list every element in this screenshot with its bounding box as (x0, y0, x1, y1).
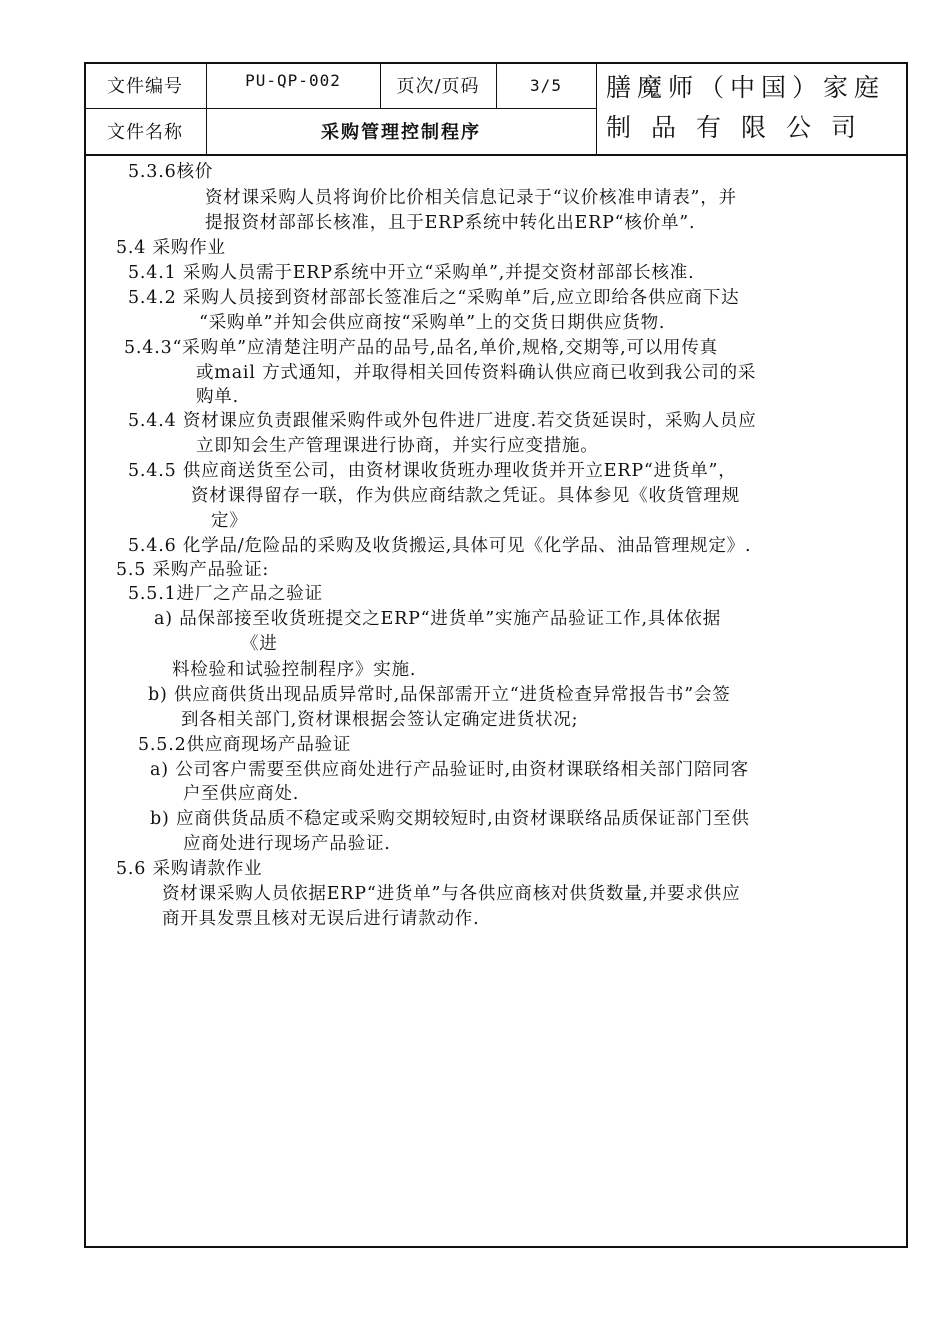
page-value: 3/5 (530, 75, 562, 95)
paragraph-line: 定》 (211, 511, 248, 531)
paragraph-line: 提报资材部部长核准，且于ERP系统中转化出ERP“核价单”. (205, 213, 696, 233)
paragraph-line: 资材课采购人员依据ERP“进货单”与各供应商核对供货数量,并要求供应 (162, 884, 741, 904)
section-heading: 5.3.6核价 (128, 162, 214, 182)
paragraph-line: 购单. (196, 387, 239, 407)
paragraph-line: “采购单”并知会供应商按“采购单”上的交货日期供应货物. (199, 313, 666, 333)
paragraph-line: 应商处进行现场产品验证. (183, 834, 391, 854)
paragraph-line: a) 公司客户需要至供应商处进行产品验证时,由资材课联络相关部门陪同客 (150, 760, 749, 780)
doc-no-value: PU-QP-002 (245, 70, 341, 90)
doc-no-label: 文件编号 (107, 76, 183, 97)
paragraph-line: 料检验和试验控制程序》实施. (172, 660, 417, 680)
document-header-table (84, 62, 908, 156)
paragraph-line: 5.4.1 采购人员需于ERP系统中开立“采购单”,并提交资材部部长核准. (128, 263, 695, 283)
section-heading: 5.6 采购请款作业 (116, 859, 263, 879)
paragraph-line: b) 供应商供货出现品质异常时,品保部需开立“进货检查异常报告书”会签 (148, 685, 731, 705)
paragraph-line: 到各相关部门,资材课根据会签认定确定进货状况; (181, 710, 579, 730)
paragraph-line: 5.4.2 采购人员接到资材部部长签准后之“采购单”后,应立即给各供应商下达 (128, 288, 740, 308)
paragraph-line: 商开具发票且核对无误后进行请款动作. (162, 909, 480, 929)
section-heading: 5.5 采购产品验证: (116, 560, 270, 580)
section-heading: 5.4 采购作业 (116, 238, 226, 258)
paragraph-line: 资材课采购人员将询价比价相关信息记录于“议价核准申请表”，并 (205, 188, 737, 208)
company-name-line1: 膳魔师（中国）家庭 (606, 73, 886, 102)
paragraph-line: 立即知会生产管理课进行协商，并实行应变措施。 (196, 436, 599, 456)
paragraph-line: 5.4.4 资材课应负责跟催采购件或外包件进厂进度.若交货延误时，采购人员应 (128, 411, 757, 431)
doc-name-label: 文件名称 (107, 122, 183, 143)
header-bottom-border (84, 154, 908, 156)
page-label: 页次/页码 (396, 76, 480, 97)
section-heading: 5.5.2供应商现场产品验证 (138, 735, 352, 755)
company-name-line2: 制品有限公司 (606, 113, 877, 142)
doc-name-value: 采购管理控制程序 (321, 122, 481, 143)
company-name (596, 62, 906, 154)
paragraph-line: 5.4.3“采购单”应清楚注明产品的品号,品名,单价,规格,交期等,可以用传真 (124, 338, 718, 358)
paragraph-line: 户至供应商处. (183, 784, 300, 804)
paragraph-line: a) 品保部接至收货班提交之ERP“进货单”实施产品验证工作,具体依据 (154, 609, 722, 629)
paragraph-line: 5.4.5 供应商送货至公司，由资材课收货班办理收货并开立ERP“进货单”， (128, 461, 737, 481)
section-heading: 5.5.1进厂之产品之验证 (128, 584, 323, 604)
paragraph-line: 资材课得留存一联，作为供应商结款之凭证。具体参见《收货管理规 (191, 486, 740, 506)
paragraph-line: b) 应商供货品质不稳定或采购交期较短时,由资材课联络品质保证部门至供 (150, 809, 750, 829)
paragraph-line: 或mail 方式通知，并取得相关回传资料确认供应商已收到我公司的采 (196, 363, 757, 383)
paragraph-line: 5.4.6 化学品/危险品的采购及收货搬运,具体可见《化学品、油品管理规定》. (128, 536, 752, 556)
paragraph-line: 《进 (241, 634, 278, 654)
